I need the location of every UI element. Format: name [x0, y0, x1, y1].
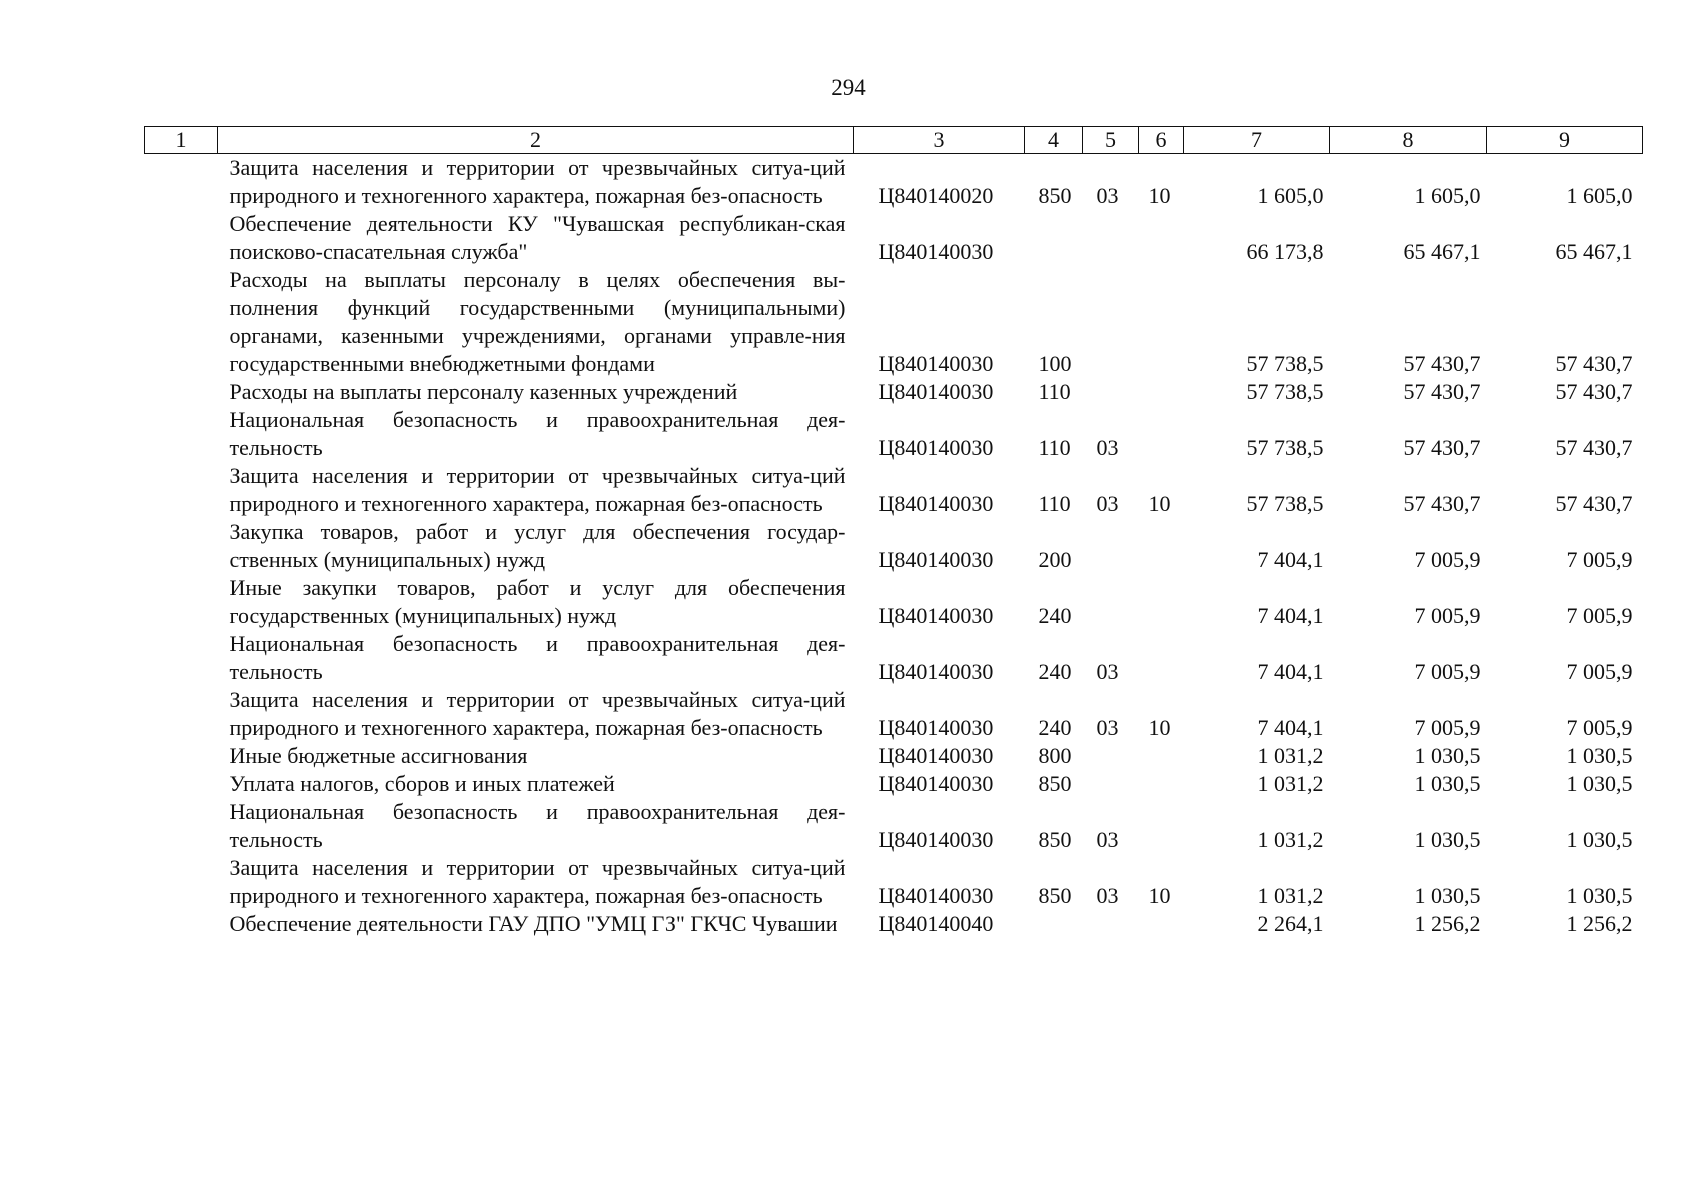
row-number-cell [145, 210, 218, 266]
target-article-code-cell: Ц840140030 [878, 435, 994, 460]
expense-name-cell: Защита населения и территории от чрезвычайных ситуа-ций природного и техногенного характера, пожарная без-опасность [229, 463, 846, 516]
table-row [145, 154, 1643, 211]
target-article-code-cell: Ц840140030 [878, 743, 994, 768]
column-header-5: 5 [1083, 127, 1139, 154]
expense-type-cell: 850 [1038, 827, 1072, 852]
expense-name-cell: Национальная безопасность и правоохранительная дея-тельность [229, 631, 846, 684]
table-row [145, 854, 1643, 910]
amount-col9-cell: 1 605,0 [1566, 183, 1633, 208]
amount-col7-cell: 7 404,1 [1257, 715, 1324, 740]
table-row [145, 574, 1643, 630]
section-cell: 03 [1096, 883, 1119, 908]
row-number-cell [145, 574, 218, 630]
subsection-cell: 10 [1148, 491, 1171, 516]
amount-col8-cell: 1 256,2 [1414, 911, 1481, 936]
section-cell [1083, 210, 1139, 266]
target-article-code-cell: Ц840140030 [878, 491, 994, 516]
amount-col7-cell: 66 173,8 [1246, 239, 1324, 264]
section-cell: 03 [1096, 183, 1119, 208]
expense-type-cell: 110 [1038, 491, 1071, 516]
expense-type-cell: 800 [1038, 743, 1072, 768]
amount-col7-cell: 57 738,5 [1246, 379, 1324, 404]
table-row [145, 742, 1643, 770]
amount-col9-cell: 1 256,2 [1566, 911, 1633, 936]
amount-col9-cell: 7 005,9 [1566, 547, 1633, 572]
amount-col8-cell: 7 005,9 [1414, 547, 1481, 572]
expense-name-cell: Иные бюджетные ассигнования [229, 743, 528, 768]
column-header-4: 4 [1025, 127, 1083, 154]
amount-col7-cell: 1 031,2 [1257, 771, 1324, 796]
amount-col7-cell: 1 605,0 [1257, 183, 1324, 208]
target-article-code-cell: Ц840140030 [878, 603, 994, 628]
expense-name-cell: Уплата налогов, сборов и иных платежей [229, 771, 615, 796]
amount-col8-cell: 1 030,5 [1414, 883, 1481, 908]
amount-col8-cell: 1 030,5 [1414, 771, 1481, 796]
subsection-cell [1139, 518, 1184, 574]
section-cell [1083, 574, 1139, 630]
expense-name-cell: Защита населения и территории от чрезвычайных ситуа-ций природного и техногенного характера, пожарная без-опасность [229, 855, 846, 908]
page-number: 294 [831, 75, 866, 100]
expense-name-cell: Расходы на выплаты персоналу в целях обеспечения вы-полнения функций государственными (муниципальными) органами, казенными учреждениями, органами управле-ния государственными внебюджетными фондами [229, 267, 846, 376]
table-header [145, 127, 1643, 154]
column-header-8: 8 [1330, 127, 1487, 154]
expense-type-cell: 100 [1038, 351, 1072, 376]
subsection-cell [1139, 406, 1184, 462]
row-number-cell [145, 770, 218, 798]
row-number-cell [145, 462, 218, 518]
amount-col9-cell: 7 005,9 [1566, 659, 1633, 684]
amount-col9-cell: 7 005,9 [1566, 715, 1633, 740]
subsection-cell [1139, 770, 1184, 798]
subsection-cell [1139, 910, 1184, 938]
table-row [145, 686, 1643, 742]
subsection-cell [1139, 210, 1184, 266]
amount-col7-cell: 57 738,5 [1246, 435, 1324, 460]
target-article-code-cell: Ц840140030 [878, 771, 994, 796]
amount-col7-cell: 7 404,1 [1257, 659, 1324, 684]
expense-type-cell: 200 [1038, 547, 1072, 572]
target-article-code-cell: Ц840140030 [878, 883, 994, 908]
subsection-cell [1139, 378, 1184, 406]
section-cell [1083, 266, 1139, 378]
row-number-cell [145, 406, 218, 462]
expense-type-cell: 240 [1038, 603, 1072, 628]
row-number-cell [145, 630, 218, 686]
section-cell: 03 [1096, 827, 1119, 852]
subsection-cell [1139, 742, 1184, 770]
amount-col7-cell: 7 404,1 [1257, 603, 1324, 628]
amount-col8-cell: 1 030,5 [1414, 827, 1481, 852]
amount-col8-cell: 1 030,5 [1414, 743, 1481, 768]
expense-name-cell: Защита населения и территории от чрезвычайных ситуа-ций природного и техногенного характера, пожарная без-опасность [229, 155, 846, 208]
expense-type-cell: 110 [1038, 435, 1071, 460]
section-cell [1083, 770, 1139, 798]
target-article-code-cell: Ц840140030 [878, 351, 994, 376]
table-row [145, 462, 1643, 518]
subsection-cell [1139, 574, 1184, 630]
amount-col8-cell: 7 005,9 [1414, 603, 1481, 628]
subsection-cell [1139, 798, 1184, 854]
target-article-code-cell: Ц840140020 [878, 183, 994, 208]
amount-col8-cell: 57 430,7 [1403, 351, 1481, 376]
section-cell: 03 [1096, 491, 1119, 516]
row-number-cell [145, 154, 218, 211]
target-article-code-cell: Ц840140030 [878, 547, 994, 572]
amount-col8-cell: 7 005,9 [1414, 715, 1481, 740]
amount-col7-cell: 57 738,5 [1246, 351, 1324, 376]
expense-name-cell: Закупка товаров, работ и услуг для обеспечения государ-ственных (муниципальных) нужд [229, 519, 846, 572]
table-row [145, 518, 1643, 574]
row-number-cell [145, 266, 218, 378]
amount-col8-cell: 65 467,1 [1403, 239, 1481, 264]
amount-col7-cell: 1 031,2 [1257, 883, 1324, 908]
target-article-code-cell: Ц840140040 [878, 911, 994, 936]
expense-name-cell: Национальная безопасность и правоохранительная дея-тельность [229, 407, 846, 460]
section-cell [1083, 742, 1139, 770]
section-cell: 03 [1096, 715, 1119, 740]
amount-col9-cell: 57 430,7 [1555, 435, 1633, 460]
expense-name-cell: Национальная безопасность и правоохранительная дея-тельность [229, 799, 846, 852]
row-number-cell [145, 686, 218, 742]
subsection-cell: 10 [1148, 715, 1171, 740]
expense-name-cell: Обеспечение деятельности КУ "Чувашская республикан-ская поисково-спасательная служба" [229, 211, 846, 264]
column-header-3: 3 [854, 127, 1025, 154]
amount-col9-cell: 7 005,9 [1566, 603, 1633, 628]
target-article-code-cell: Ц840140030 [878, 827, 994, 852]
amount-col8-cell: 57 430,7 [1403, 379, 1481, 404]
table-row [145, 406, 1643, 462]
table-row [145, 770, 1643, 798]
amount-col9-cell: 65 467,1 [1555, 239, 1633, 264]
expense-type-cell: 850 [1038, 771, 1072, 796]
expense-name-cell: Расходы на выплаты персоналу казенных учреждений [229, 379, 738, 404]
expense-name-cell: Обеспечение деятельности ГАУ ДПО "УМЦ ГЗ" ГКЧС Чувашии [229, 911, 838, 936]
section-cell: 03 [1096, 659, 1119, 684]
column-header-2: 2 [218, 127, 854, 154]
target-article-code-cell: Ц840140030 [878, 715, 994, 740]
row-number-cell [145, 798, 218, 854]
budget-table [144, 126, 1643, 938]
subsection-cell [1139, 630, 1184, 686]
amount-col8-cell: 57 430,7 [1403, 491, 1481, 516]
expense-name-cell: Иные закупки товаров, работ и услуг для обеспечения государственных (муниципальных) нужд [229, 575, 846, 628]
table-body [145, 154, 1643, 939]
column-header-9: 9 [1487, 127, 1643, 154]
expense-type-cell [1025, 210, 1083, 266]
column-header-7: 7 [1184, 127, 1330, 154]
amount-col9-cell: 1 030,5 [1566, 743, 1633, 768]
amount-col8-cell: 57 430,7 [1403, 435, 1481, 460]
section-cell [1083, 378, 1139, 406]
table-row [145, 378, 1643, 406]
expense-name-cell: Защита населения и территории от чрезвычайных ситуа-ций природного и техногенного характера, пожарная без-опасность [229, 687, 846, 740]
amount-col9-cell: 57 430,7 [1555, 491, 1633, 516]
header-row [145, 127, 1643, 154]
amount-col9-cell: 57 430,7 [1555, 351, 1633, 376]
amount-col8-cell: 1 605,0 [1414, 183, 1481, 208]
amount-col7-cell: 2 264,1 [1257, 911, 1324, 936]
table-row [145, 210, 1643, 266]
subsection-cell [1139, 266, 1184, 378]
section-cell [1083, 518, 1139, 574]
amount-col9-cell: 1 030,5 [1566, 827, 1633, 852]
table-row [145, 798, 1643, 854]
expense-type-cell: 850 [1038, 883, 1072, 908]
row-number-cell [145, 742, 218, 770]
section-cell: 03 [1096, 435, 1119, 460]
expense-type-cell: 240 [1038, 715, 1072, 740]
column-header-6: 6 [1139, 127, 1184, 154]
table-row [145, 266, 1643, 378]
subsection-cell: 10 [1148, 883, 1171, 908]
row-number-cell [145, 910, 218, 938]
target-article-code-cell: Ц840140030 [878, 659, 994, 684]
amount-col9-cell: 1 030,5 [1566, 771, 1633, 796]
amount-col7-cell: 1 031,2 [1257, 743, 1324, 768]
amount-col8-cell: 7 005,9 [1414, 659, 1481, 684]
column-header-1: 1 [145, 127, 218, 154]
amount-col9-cell: 1 030,5 [1566, 883, 1633, 908]
amount-col7-cell: 7 404,1 [1257, 547, 1324, 572]
expense-type-cell: 110 [1038, 379, 1071, 404]
row-number-cell [145, 378, 218, 406]
row-number-cell [145, 518, 218, 574]
section-cell [1083, 910, 1139, 938]
table-row [145, 630, 1643, 686]
amount-col7-cell: 1 031,2 [1257, 827, 1324, 852]
target-article-code-cell: Ц840140030 [878, 379, 994, 404]
target-article-code-cell: Ц840140030 [878, 239, 994, 264]
table-row [145, 910, 1643, 938]
row-number-cell [145, 854, 218, 910]
expense-type-cell [1025, 910, 1083, 938]
amount-col7-cell: 57 738,5 [1246, 491, 1324, 516]
expense-type-cell: 240 [1038, 659, 1072, 684]
subsection-cell: 10 [1148, 183, 1171, 208]
amount-col9-cell: 57 430,7 [1555, 379, 1633, 404]
expense-type-cell: 850 [1038, 183, 1072, 208]
